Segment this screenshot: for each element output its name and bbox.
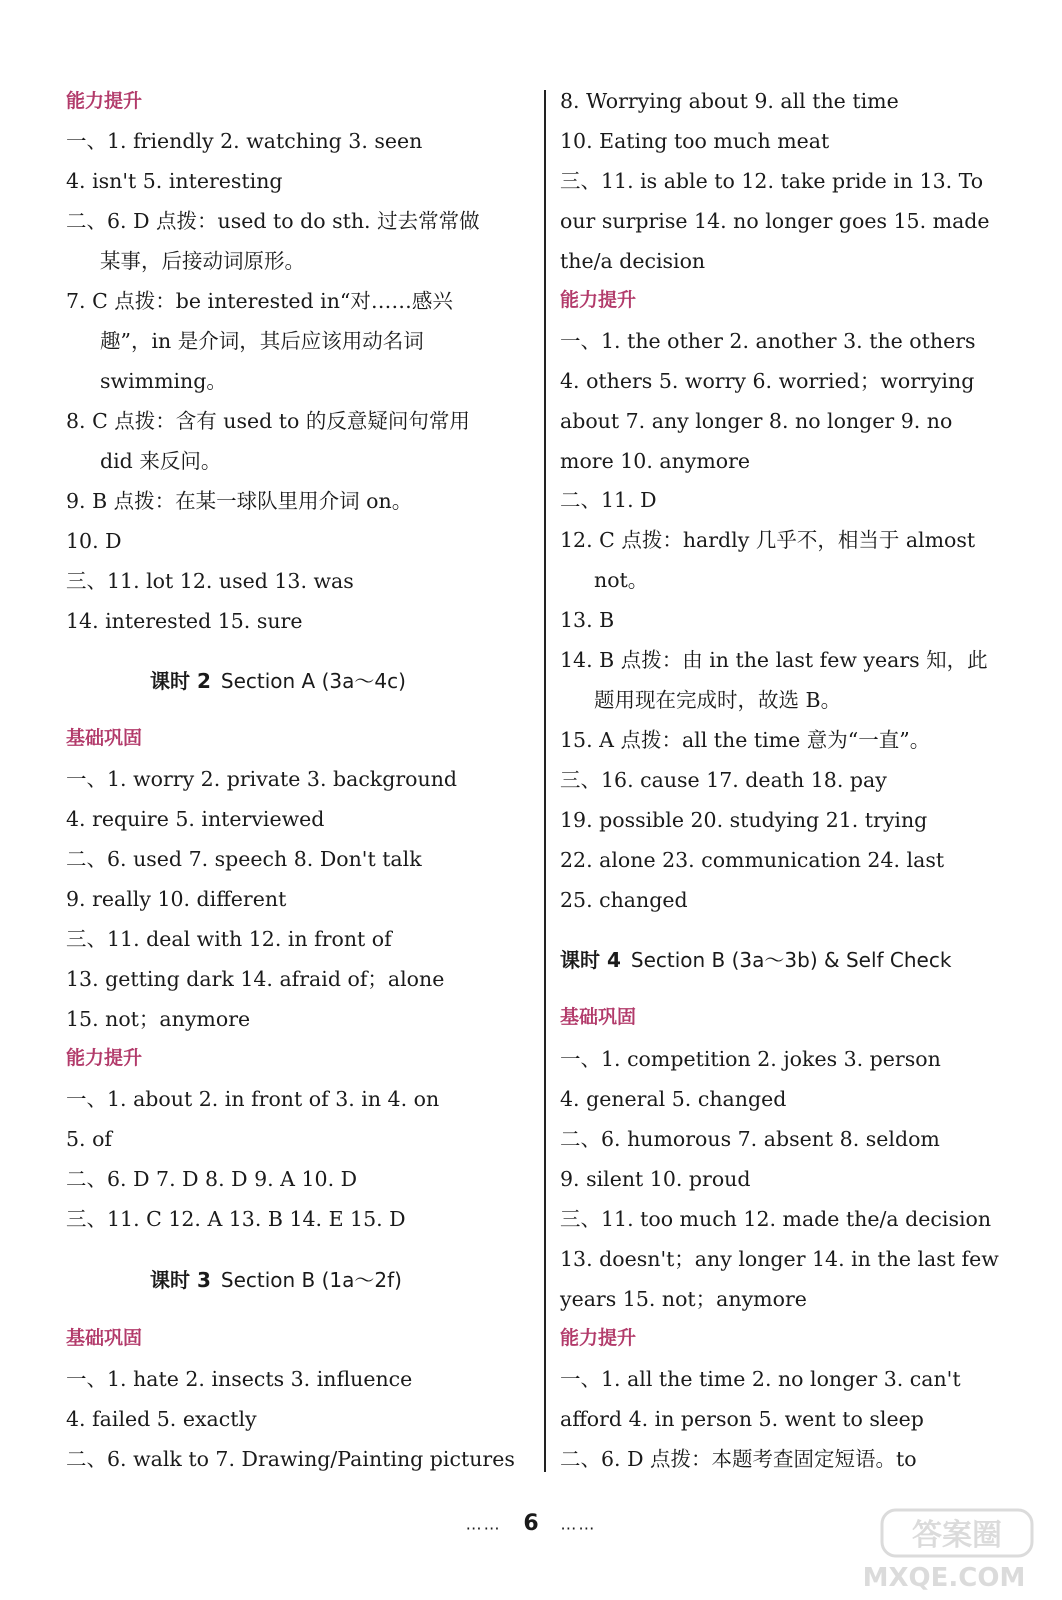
column-divider xyxy=(544,90,546,1472)
answer-line: not。 xyxy=(594,568,649,592)
answer-line: our surprise 14. no longer goes 15. made xyxy=(560,209,990,233)
answer-line: the/a decision xyxy=(560,249,706,273)
section-heading: 基础巩固 xyxy=(66,727,143,749)
answer-line: 一、1. the other 2. another 3. the others xyxy=(560,329,976,353)
answer-line: 三、11. is able to 12. take pride in 13. To xyxy=(560,169,984,193)
footer-dots-right: …… xyxy=(560,1514,597,1534)
answer-line: 一、1. all the time 2. no longer 3. can't xyxy=(560,1367,961,1391)
answer-line: 19. possible 20. studying 21. trying xyxy=(560,808,928,832)
answer-line: 一、1. hate 2. insects 3. influence xyxy=(66,1367,413,1391)
answer-line: 4. failed 5. exactly xyxy=(66,1407,257,1431)
answer-line: 三、11. too much 12. made the/a decision xyxy=(560,1207,992,1231)
answer-line: 一、1. competition 2. jokes 3. person xyxy=(560,1047,941,1071)
answer-line: 某事，后接动词原形。 xyxy=(100,249,305,273)
watermark-url: MXQE.COM xyxy=(862,1563,1026,1593)
answer-line: 9. B 点拨：在某一球队里用介词 on。 xyxy=(66,489,413,513)
answer-line: 8. Worrying about 9. all the time xyxy=(560,89,899,113)
watermark-logo xyxy=(834,1504,1044,1594)
answer-line: 10. D xyxy=(66,529,122,553)
lesson-section: Section A (3a～4c) xyxy=(220,669,406,693)
answer-line: 二、6. D 点拨：本题考查固定短语。to xyxy=(560,1447,917,1471)
section-heading: 基础巩固 xyxy=(66,1327,143,1349)
page-number: 6 xyxy=(523,1511,539,1536)
answer-line: 4. require 5. interviewed xyxy=(66,807,325,831)
lesson-title xyxy=(150,1266,402,1294)
answer-line: 4. others 5. worry 6. worried；worrying xyxy=(560,369,975,393)
answer-line: 4. isn't 5. interesting xyxy=(66,169,283,193)
answer-line: 14. interested 15. sure xyxy=(66,609,303,633)
answer-line: 25. changed xyxy=(560,888,688,912)
answer-line: afford 4. in person 5. went to sleep xyxy=(560,1407,924,1431)
answer-line: 7. C 点拨：be interested in“对……感兴 xyxy=(66,289,453,313)
answer-line: 9. really 10. different xyxy=(66,887,287,911)
answer-line: more 10. anymore xyxy=(560,449,751,473)
answer-line: swimming。 xyxy=(100,369,227,393)
section-heading: 能力提升 xyxy=(560,1327,637,1349)
answer-line: 题用现在完成时，故选 B。 xyxy=(594,688,842,712)
answer-line: 一、1. friendly 2. watching 3. seen xyxy=(66,129,423,153)
answer-line: 14. B 点拨：由 in the last few years 知，此 xyxy=(560,648,988,672)
lesson-section: Section B (1a～2f) xyxy=(220,1268,402,1292)
answer-line: 三、11. lot 12. used 13. was xyxy=(66,569,354,593)
answer-line: 三、16. cause 17. death 18. pay xyxy=(560,768,887,792)
answer-line: 二、6. used 7. speech 8. Don't talk xyxy=(66,847,422,871)
answer-line: 二、6. humorous 7. absent 8. seldom xyxy=(560,1127,940,1151)
section-heading: 基础巩固 xyxy=(560,1006,637,1028)
section-heading: 能力提升 xyxy=(66,1047,143,1069)
answer-line: 三、11. C 12. A 13. B 14. E 15. D xyxy=(66,1207,406,1231)
lesson-section: Section B (3a～3b) & Self Check xyxy=(630,948,952,972)
answer-line: 趣”，in 是介词，其后应该用动名词 xyxy=(100,329,424,353)
section-heading: 能力提升 xyxy=(66,90,143,112)
answer-line: 4. general 5. changed xyxy=(560,1087,787,1111)
answer-line: 13. B xyxy=(560,608,615,632)
answer-line: 12. C 点拨：hardly 几乎不，相当于 almost xyxy=(560,528,976,552)
footer-dots-left: …… xyxy=(465,1514,502,1534)
watermark-text: 答案圈 xyxy=(912,1518,1002,1553)
lesson-title xyxy=(150,667,406,695)
answer-line: years 15. not；anymore xyxy=(560,1287,807,1311)
answer-line: 15. not；anymore xyxy=(66,1007,251,1031)
lesson-label: 课时 4 xyxy=(560,948,621,972)
answer-line: 三、11. deal with 12. in front of xyxy=(66,927,392,951)
answer-line: 9. silent 10. proud xyxy=(560,1167,751,1191)
answer-line: about 7. any longer 8. no longer 9. no xyxy=(560,409,953,433)
answer-line: 13. getting dark 14. afraid of；alone xyxy=(66,967,445,991)
answer-line: 15. A 点拨：all the time 意为“一直”。 xyxy=(560,728,931,752)
lesson-label: 课时 2 xyxy=(150,669,211,693)
answer-line: 22. alone 23. communication 24. last xyxy=(560,848,945,872)
answer-line: 二、6. D 点拨：used to do sth. 过去常常做 xyxy=(66,209,480,233)
section-heading: 能力提升 xyxy=(560,289,637,311)
answer-line: did 来反问。 xyxy=(100,449,222,473)
answer-line: 二、6. D 7. D 8. D 9. A 10. D xyxy=(66,1167,358,1191)
answer-line: 一、1. worry 2. private 3. background xyxy=(66,767,458,791)
answer-line: 13. doesn't；any longer 14. in the last few xyxy=(560,1247,999,1271)
answer-line: 二、6. walk to 7. Drawing/Painting pictures xyxy=(66,1447,515,1471)
lesson-label: 课时 3 xyxy=(150,1268,211,1292)
answer-line: 一、1. about 2. in front of 3. in 4. on xyxy=(66,1087,440,1111)
answer-line: 8. C 点拨：含有 used to 的反意疑问句常用 xyxy=(66,409,470,433)
answer-line: 10. Eating too much meat xyxy=(560,129,830,153)
answer-line: 二、11. D xyxy=(560,488,657,512)
answer-line: 5. of xyxy=(66,1127,113,1151)
lesson-title xyxy=(560,946,951,974)
